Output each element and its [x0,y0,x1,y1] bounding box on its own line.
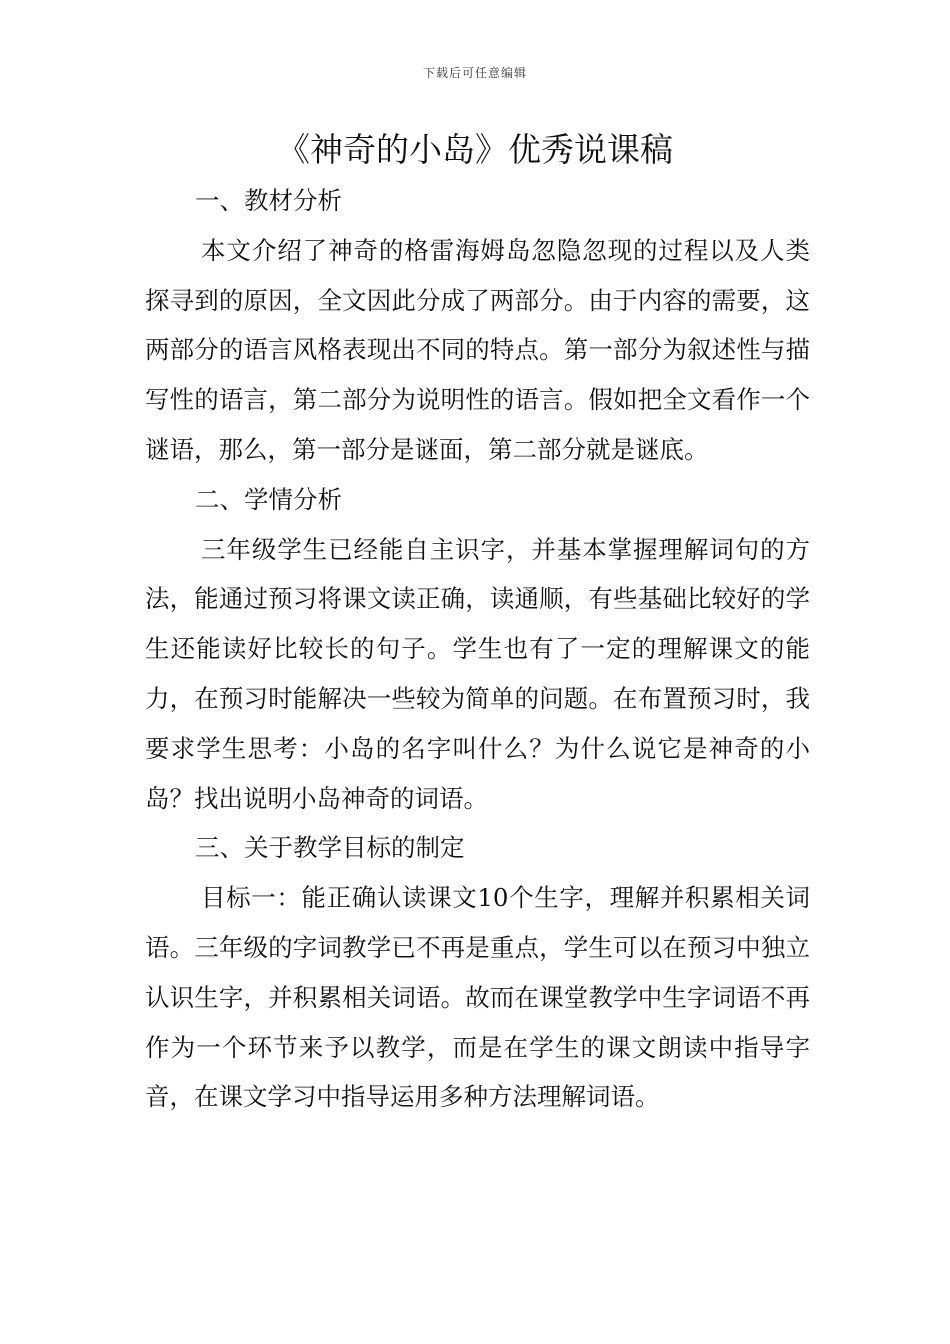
section-heading-teaching-goals: 三、关于教学目标的制定 [195,833,465,863]
document-body [145,176,810,1122]
section-paragraph-student-analysis: 三年级学生已经能自主识字，并基本掌握理解词句的方法，能通过预习将课文读正确，读通顺，有些基础比较好的学生还能读好比较长的句子。学生也有了一定的理解课文的能力，在预习时能解决一些较为简单的问题。在布置预习时，我要求学生思考：小岛的名字叫什么？为什么说它是神奇的小岛？找出说明小岛神奇的词语。 [145,534,810,813]
section-heading-student-analysis: 二、学情分析 [195,484,342,514]
section-heading-textbook-analysis: 一、教材分析 [195,186,342,215]
document-title: 《神奇的小岛》优秀说课稿 [277,130,673,169]
header-note: 下载后可任意编辑 [422,66,527,80]
section-paragraph-textbook-analysis: 本文介绍了神奇的格雷海姆岛忽隐忽现的过程以及人类探寻到的原因，全文因此分成了两部分。由于内容的需要，这两部分的语言风格表现出不同的特点。第一部分为叙述性与描写性的语言，第二部分为说明性的语言。假如把全文看作一个谜语，那么，第一部分是谜面，第二部分就是谜底。 [145,235,810,464]
section-paragraph-teaching-goals: 目标一：能正确认读课文10个生字，理解并积累相关词语。三年级的字词教学已不再是重点，学生可以在预习中独立认识生字，并积累相关词语。故而在课堂教学中生字词语不再作为一个环节来予以教学，而是在学生的课文朗读中指导字音，在课文学习中指导运用多种方法理解词语。 [145,883,810,1112]
